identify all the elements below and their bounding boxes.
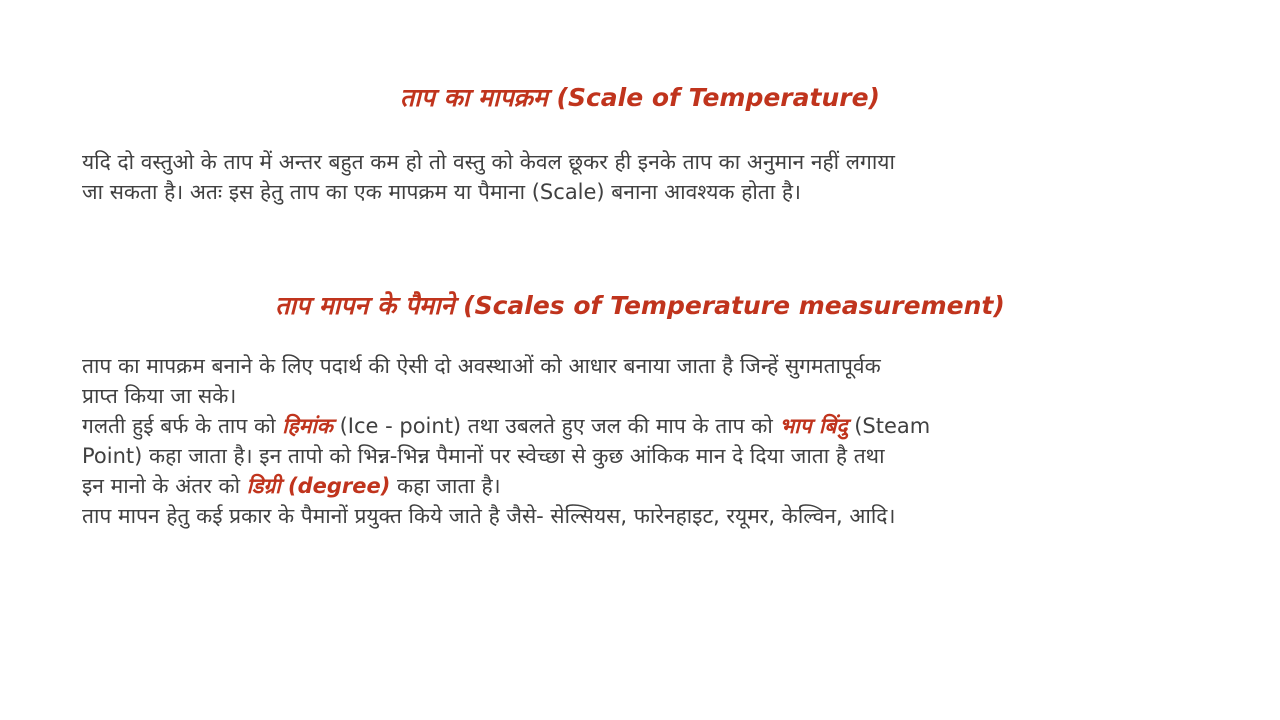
text-fragment: (Steam xyxy=(847,414,931,438)
text-fragment: कहा जाता है। xyxy=(390,474,501,498)
paragraph-line: Point) कहा जाता है। इन तापो को भिन्न-भिन्न पैमानों पर स्वेच्छा से कुछ आंकिक मान दे दिया जाता है तथा xyxy=(82,444,885,468)
text-fragment: गलती हुई बर्फ के ताप को xyxy=(82,414,283,438)
text-fragment: (Ice - point) तथा उबलते हुए जल की माप के ताप को xyxy=(332,414,780,438)
paragraph-scale-intro xyxy=(82,147,1202,207)
paragraph-scales-detail xyxy=(82,351,1202,531)
heading-scale-of-temperature: ताप का मापक्रम (Scale of Temperature) xyxy=(400,83,880,112)
paragraph-line-degree xyxy=(82,471,1202,501)
term-ice-point: हिमांक xyxy=(282,414,333,438)
paragraph-line: ताप मापन हेतु कई प्रकार के पैमानों प्रयुक्त किये जाते है जैसे- सेल्सियस, फारेनहाइट, रयूमर, केल्विन, आदि। xyxy=(82,504,896,528)
paragraph-line: यदि दो वस्तुओ के ताप में अन्तर बहुत कम हो तो वस्तु को केवल छूकर ही इनके ताप का अनुमान नहीं लगाया xyxy=(82,150,895,174)
paragraph-line: ताप का मापक्रम बनाने के लिए पदार्थ की ऐसी दो अवस्थाओं को आधार बनाया जाता है जिन्हें सुगमतापूर्वक xyxy=(82,354,881,378)
paragraph-line: प्राप्त किया जा सके। xyxy=(82,384,237,408)
text-fragment: इन मानो के अंतर को xyxy=(82,474,247,498)
heading-scales-of-measurement: ताप मापन के पैमाने (Scales of Temperature measurement) xyxy=(275,291,1005,320)
paragraph-line-ice-steam xyxy=(82,411,1202,441)
term-steam-point: भाप बिंदु xyxy=(779,414,848,438)
term-degree: डिग्री (degree) xyxy=(246,474,391,498)
paragraph-line: जा सकता है। अतः इस हेतु ताप का एक मापक्रम या पैमाना (Scale) बनाना आवश्यक होता है। xyxy=(82,180,801,204)
